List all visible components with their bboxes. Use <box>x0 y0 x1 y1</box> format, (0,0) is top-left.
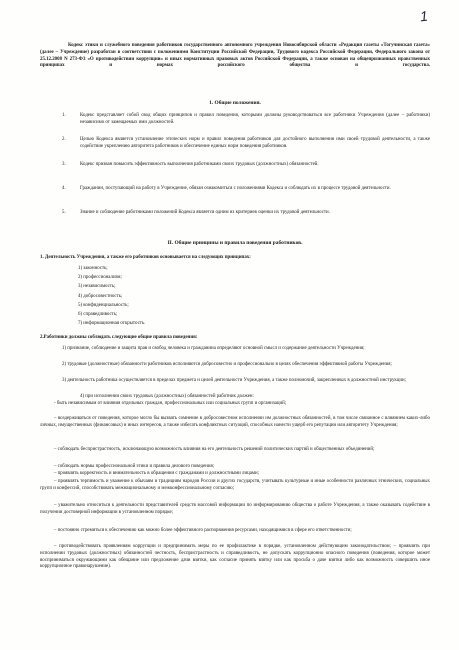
section-1-item-text: Целью Кодекса является установление этических норм и правил поведения работников для достойного выполнения ими своей трудовой деятельности, а также содействие укреплению авторитета работников и обеспечение единых норм поведения работников. <box>80 137 430 149</box>
principle-item: 2) профессионализм; <box>78 275 122 281</box>
section-1-item-text: Кодекс призван повысить эффективность выполнения работниками своих трудовых (должностных) обязанностей. <box>80 162 319 167</box>
section-2-title: II. Общие принципы и правила поведения работников. <box>167 240 303 246</box>
principle-item: 4) добросовестность; <box>78 293 123 299</box>
rule-item: – проявлять корректность и внимательность в обращении с гражданами и должностными лицами; <box>54 471 259 476</box>
principle-item: 7) информационная открытость. <box>78 321 146 327</box>
section-1-item-number: 2. <box>62 137 66 142</box>
section-1-item-number: 1. <box>62 113 66 118</box>
rule-item: – соблюдать нормы профессиональной этики и правила делового поведения; <box>54 464 215 469</box>
rule-item: - быть независимым от влияния отдельных граждан, профессиональных или социальных групп и организаций; <box>54 401 287 406</box>
rule-item: – противодействовать проявлениям коррупции и предпринимать меры по ее профилактике в порядке, установленном действующим законодательством; – проявлять при исполнении трудовых (должностных) обязанностей честность, беспристрастность и справедливость, не допускать коррупционно опасного поведения (поведения, которое может восприниматься окружающими как обещание или предложение дачи взятки, как согласие принять взятку или как просьба о даче взятки либо как возможность совершить иное коррупционное правонарушение). <box>40 544 430 570</box>
page-number-handwritten: 1 <box>419 7 429 25</box>
principles-heading: 1. Деятельность Учреждения, а также его работников основывается на следующих принципах: <box>40 255 251 260</box>
rule-item: 4) при исполнении своих трудовых (должностных) обязанностей работник должен: <box>80 394 254 399</box>
rule-item: – постоянно стремиться к обеспечению как можно более эффективного распоряжения ресурсами, находящимися в сфере его ответственности; <box>54 528 352 533</box>
rule-item: – воздерживаться от поведения, которое могло бы вызвать сомнение в добросовестном исполнении им должностных обязанностей, в том числе связанное с влиянием каких-либо личных, имущественных (финансовых) и иных интересов, а также избегать конфликтных ситуаций, способных нанести ущерб его репутации или авторитету Учреждения; <box>40 416 430 428</box>
rule-item: 3) деятельность работника осуществляется в пределах предмета и целей деятельности Учреждения, а также полномочий, закрепленных в должностной инструкции; <box>62 378 407 383</box>
principle-item: 5) конфиденциальность; <box>78 302 129 308</box>
rule-item: – соблюдать беспристрастность, исключающую возможность влияния на его деятельность решений политических партий и общественных объединений; <box>54 447 375 452</box>
section-1-item-text: Кодекс представляет собой свод общих принципов и правил поведения, которыми должны руководствоваться все работники Учреждения (далее – работники) независимо от замещаемых ими должностей. <box>80 113 430 125</box>
section-1-item-text: Знание и соблюдение работниками положений Кодекса является одним из критериев оценки их трудовой деятельности. <box>80 210 330 215</box>
rules-heading: 2.Работники должны соблюдать следующие общие правила поведения: <box>40 335 198 340</box>
rule-item: – проявлять терпимость и уважение к обычаям и традициям народов России и других государств, учитывать культурные и иные особенности различных этнических, социальных групп и конфессий, способствовать межнациональному и межконфессиональному согласию; <box>40 479 430 491</box>
section-1-item-number: 4. <box>62 186 66 191</box>
rule-item: 1) признание, соблюдение и защита прав и свобод человека и гражданина определяют основной смысл и содержание деятельности Учреждения; <box>62 346 365 351</box>
section-1-title: 1. Общие положения. <box>209 100 261 106</box>
intro-paragraph: Кодекс этики и служебного поведения работников государственного автономного учреждения Новосибирской области «Редакция газеты «Тогучинская газета» (далее – Учреждение) разработан в соответствии с положениями Конституции Российской Федерации, Трудового кодекса Российской Федерации, Федерального закона от 25.12.2008 N 273-ФЗ «О противодействии коррупции» и иных нормативных правовых актов Российской Федерации, а также основан на общепризнанных нравственных принципах и нормах российского общества и государства. <box>40 43 430 69</box>
section-1-item-number: 5. <box>62 210 66 215</box>
principle-item: 6) справедливость; <box>78 312 118 317</box>
principle-item: 1) законность; <box>78 266 108 271</box>
principle-item: 3) независимость; <box>78 284 116 290</box>
section-1-item-text: Гражданин, поступающий на работу в Учреждение, обязан ознакомиться с положениями Кодекса и соблюдать их в процессе трудовой деятельности. <box>80 186 391 191</box>
section-1-item-number: 3. <box>62 162 66 167</box>
rule-item: 2) трудовые (должностные) обязанности работников исполняются добросовестно и профессионально в целях обеспечения эффективной работы Учреждения; <box>62 362 392 367</box>
rule-item: – уважительно относиться к деятельности представителей средств массовой информации по информированию общества о работе Учреждения, а также оказывать содействие в получении достоверной информации в установленном порядке; <box>40 503 430 515</box>
